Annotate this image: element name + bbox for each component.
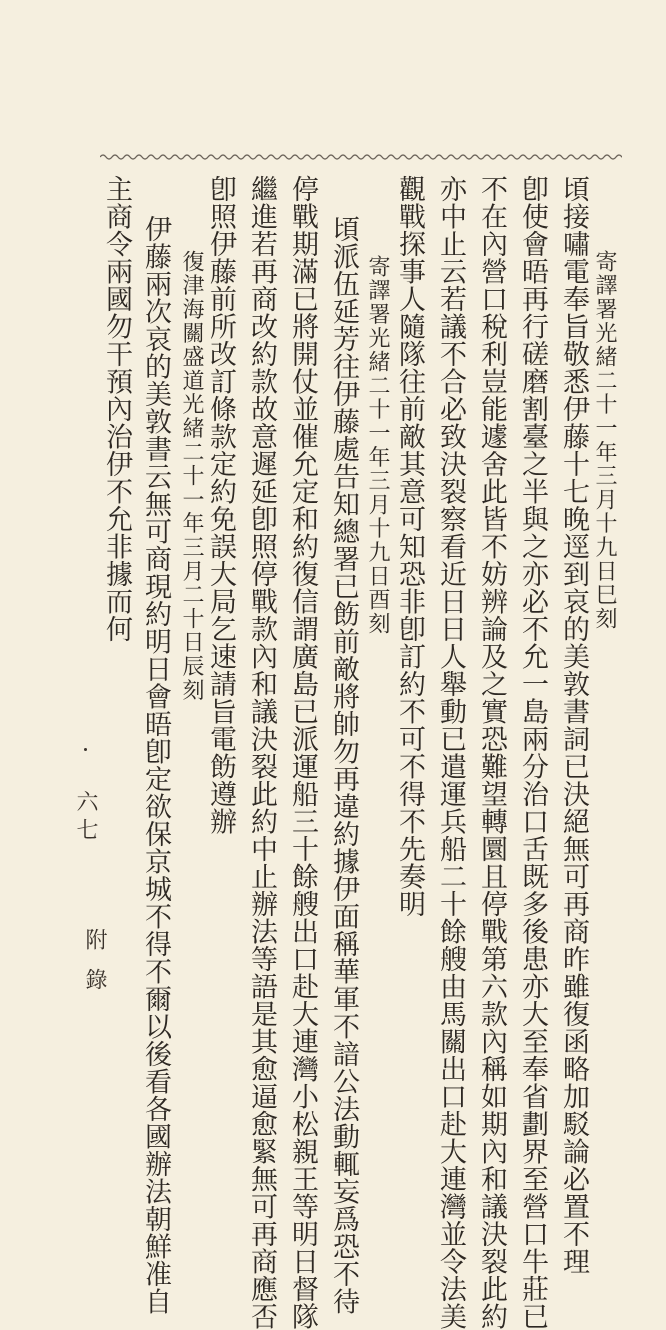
text-column-8: 繼進若再商改約款故意遲延卽照停戰款內和議決裂此約中止辦法等語是其愈逼愈緊無可再商應否 — [246, 175, 277, 1330]
text-column-11: 主商令兩國勿干預內治伊不允非據而何 — [101, 175, 132, 643]
text-column-6: 頃派伍延芳往伊藤處告知總署已飭前敵將帥勿再違約據伊面稱華軍不諳公法動輒妄爲恐不待 — [328, 215, 359, 1315]
text-column-7: 停戰期滿已將開仗並催允定和約復信謂廣島已派運船三十餘艘出口赴大連灣小松親王等明日督隊 — [287, 175, 318, 1330]
text-column-2: 卽使會晤再行磋磨割臺之半與之亦必不允一島兩分治口舌既多後患亦大至奉省劃界至營口牛莊已 — [517, 175, 548, 1330]
telegram-heading-3: 復津海關盛道光緒二十一年三月二十日辰刻 — [179, 250, 204, 703]
page-number: 六七 — [73, 790, 98, 846]
text-column-1: 頃接嘯電奉旨敬悉伊藤十七晚逕到哀的美敦書詞已決絕無可再商昨雖復函略加駁論必置不理 — [558, 175, 589, 1275]
telegram-heading-2: 寄譯署光緒二十一年三月十九日酉刻 — [365, 255, 390, 636]
text-column-3: 不在內營口稅利豈能遽舍此皆不妨辨論及之實恐難望轉圜且停戰第六款內稱如期內和議決裂此約 — [476, 175, 507, 1330]
appendix-label: 附錄 — [82, 928, 107, 1008]
text-column-10: 伊藤兩次哀的美敦書云無可商現約明日會晤卽定欲保京城不得不爾以後看各國辦法朝鮮准自 — [140, 215, 171, 1315]
text-column-9: 卽照伊藤前所改訂條款定約免誤大局乞速請旨電飭遵辦 — [205, 175, 236, 835]
telegram-heading-1: 寄譯署光緒二十一年三月十九日巳刻 — [592, 250, 617, 631]
page-dot — [84, 748, 87, 751]
wavy-rule — [100, 152, 622, 162]
text-column-5: 觀戰探事人隨隊往前敵其意可知恐非卽訂約不可不得不先奏明 — [394, 175, 425, 918]
text-column-4: 亦中止云若議不合必致決裂察看近日日人舉動已遣運兵船二十餘艘由馬關出口赴大連灣並令法美 — [435, 175, 466, 1330]
